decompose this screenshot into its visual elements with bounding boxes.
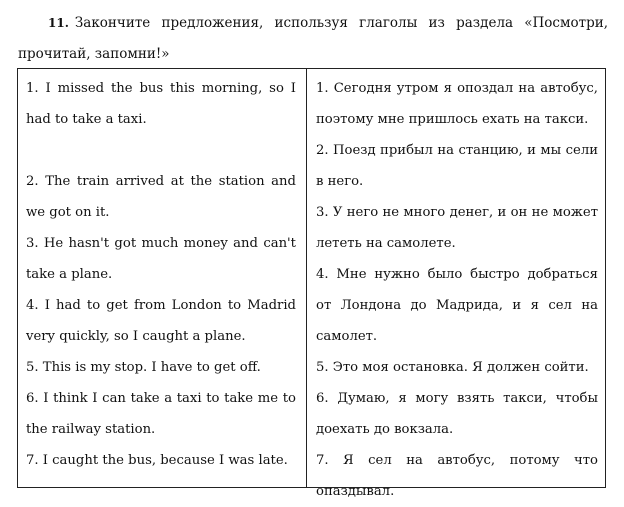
russian-sentence-1: 1. Сегодня утром я опоздал на автобус, поэтому мне пришлось ехать на такси.	[316, 81, 598, 127]
translation-table	[17, 68, 606, 499]
task-instruction	[18, 8, 608, 70]
russian-sentence-2: 2. Поезд прибыл на станцию, и мы сели в него.	[316, 143, 598, 189]
russian-sentence-4: 4. Мне нужно было быстро добраться от Лондона до Мадрида, и я сел на самолет.	[316, 267, 598, 344]
russian-column	[316, 73, 598, 507]
russian-sentence-5: 5. Это моя остановка. Я должен сойти.	[316, 360, 589, 375]
english-sentence-3: 3. He hasn't got much money and can't take a plane.	[26, 236, 296, 282]
task-number: 11.	[48, 16, 69, 30]
english-sentence-1: 1. I missed the bus this morning, so I had to take a taxi.	[26, 81, 296, 127]
english-sentence-4: 4. I had to get from London to Madrid very quickly, so I caught a plane.	[26, 298, 296, 344]
english-sentence-7: 7. I caught the bus, because I was late.	[26, 453, 288, 468]
english-sentence-2: 2. The train arrived at the station and we got on it.	[26, 174, 296, 220]
task-text: Закончите предложения, используя глаголы из раздела «Посмотри, прочитай, запомни!»	[18, 15, 608, 62]
column-divider	[306, 69, 307, 487]
russian-sentence-7: 7. Я сел на автобус, потому что опаздывал.	[316, 453, 598, 499]
english-column	[26, 73, 296, 476]
english-sentence-5: 5. This is my stop. I have to get off.	[26, 360, 261, 375]
english-sentence-6: 6. I think I can take a taxi to take me to the railway station.	[26, 391, 296, 437]
russian-sentence-3: 3. У него не много денег, и он не может лететь на самолете.	[316, 205, 598, 251]
russian-sentence-6: 6. Думаю, я могу взять такси, чтобы доехать до вокзала.	[316, 391, 598, 437]
